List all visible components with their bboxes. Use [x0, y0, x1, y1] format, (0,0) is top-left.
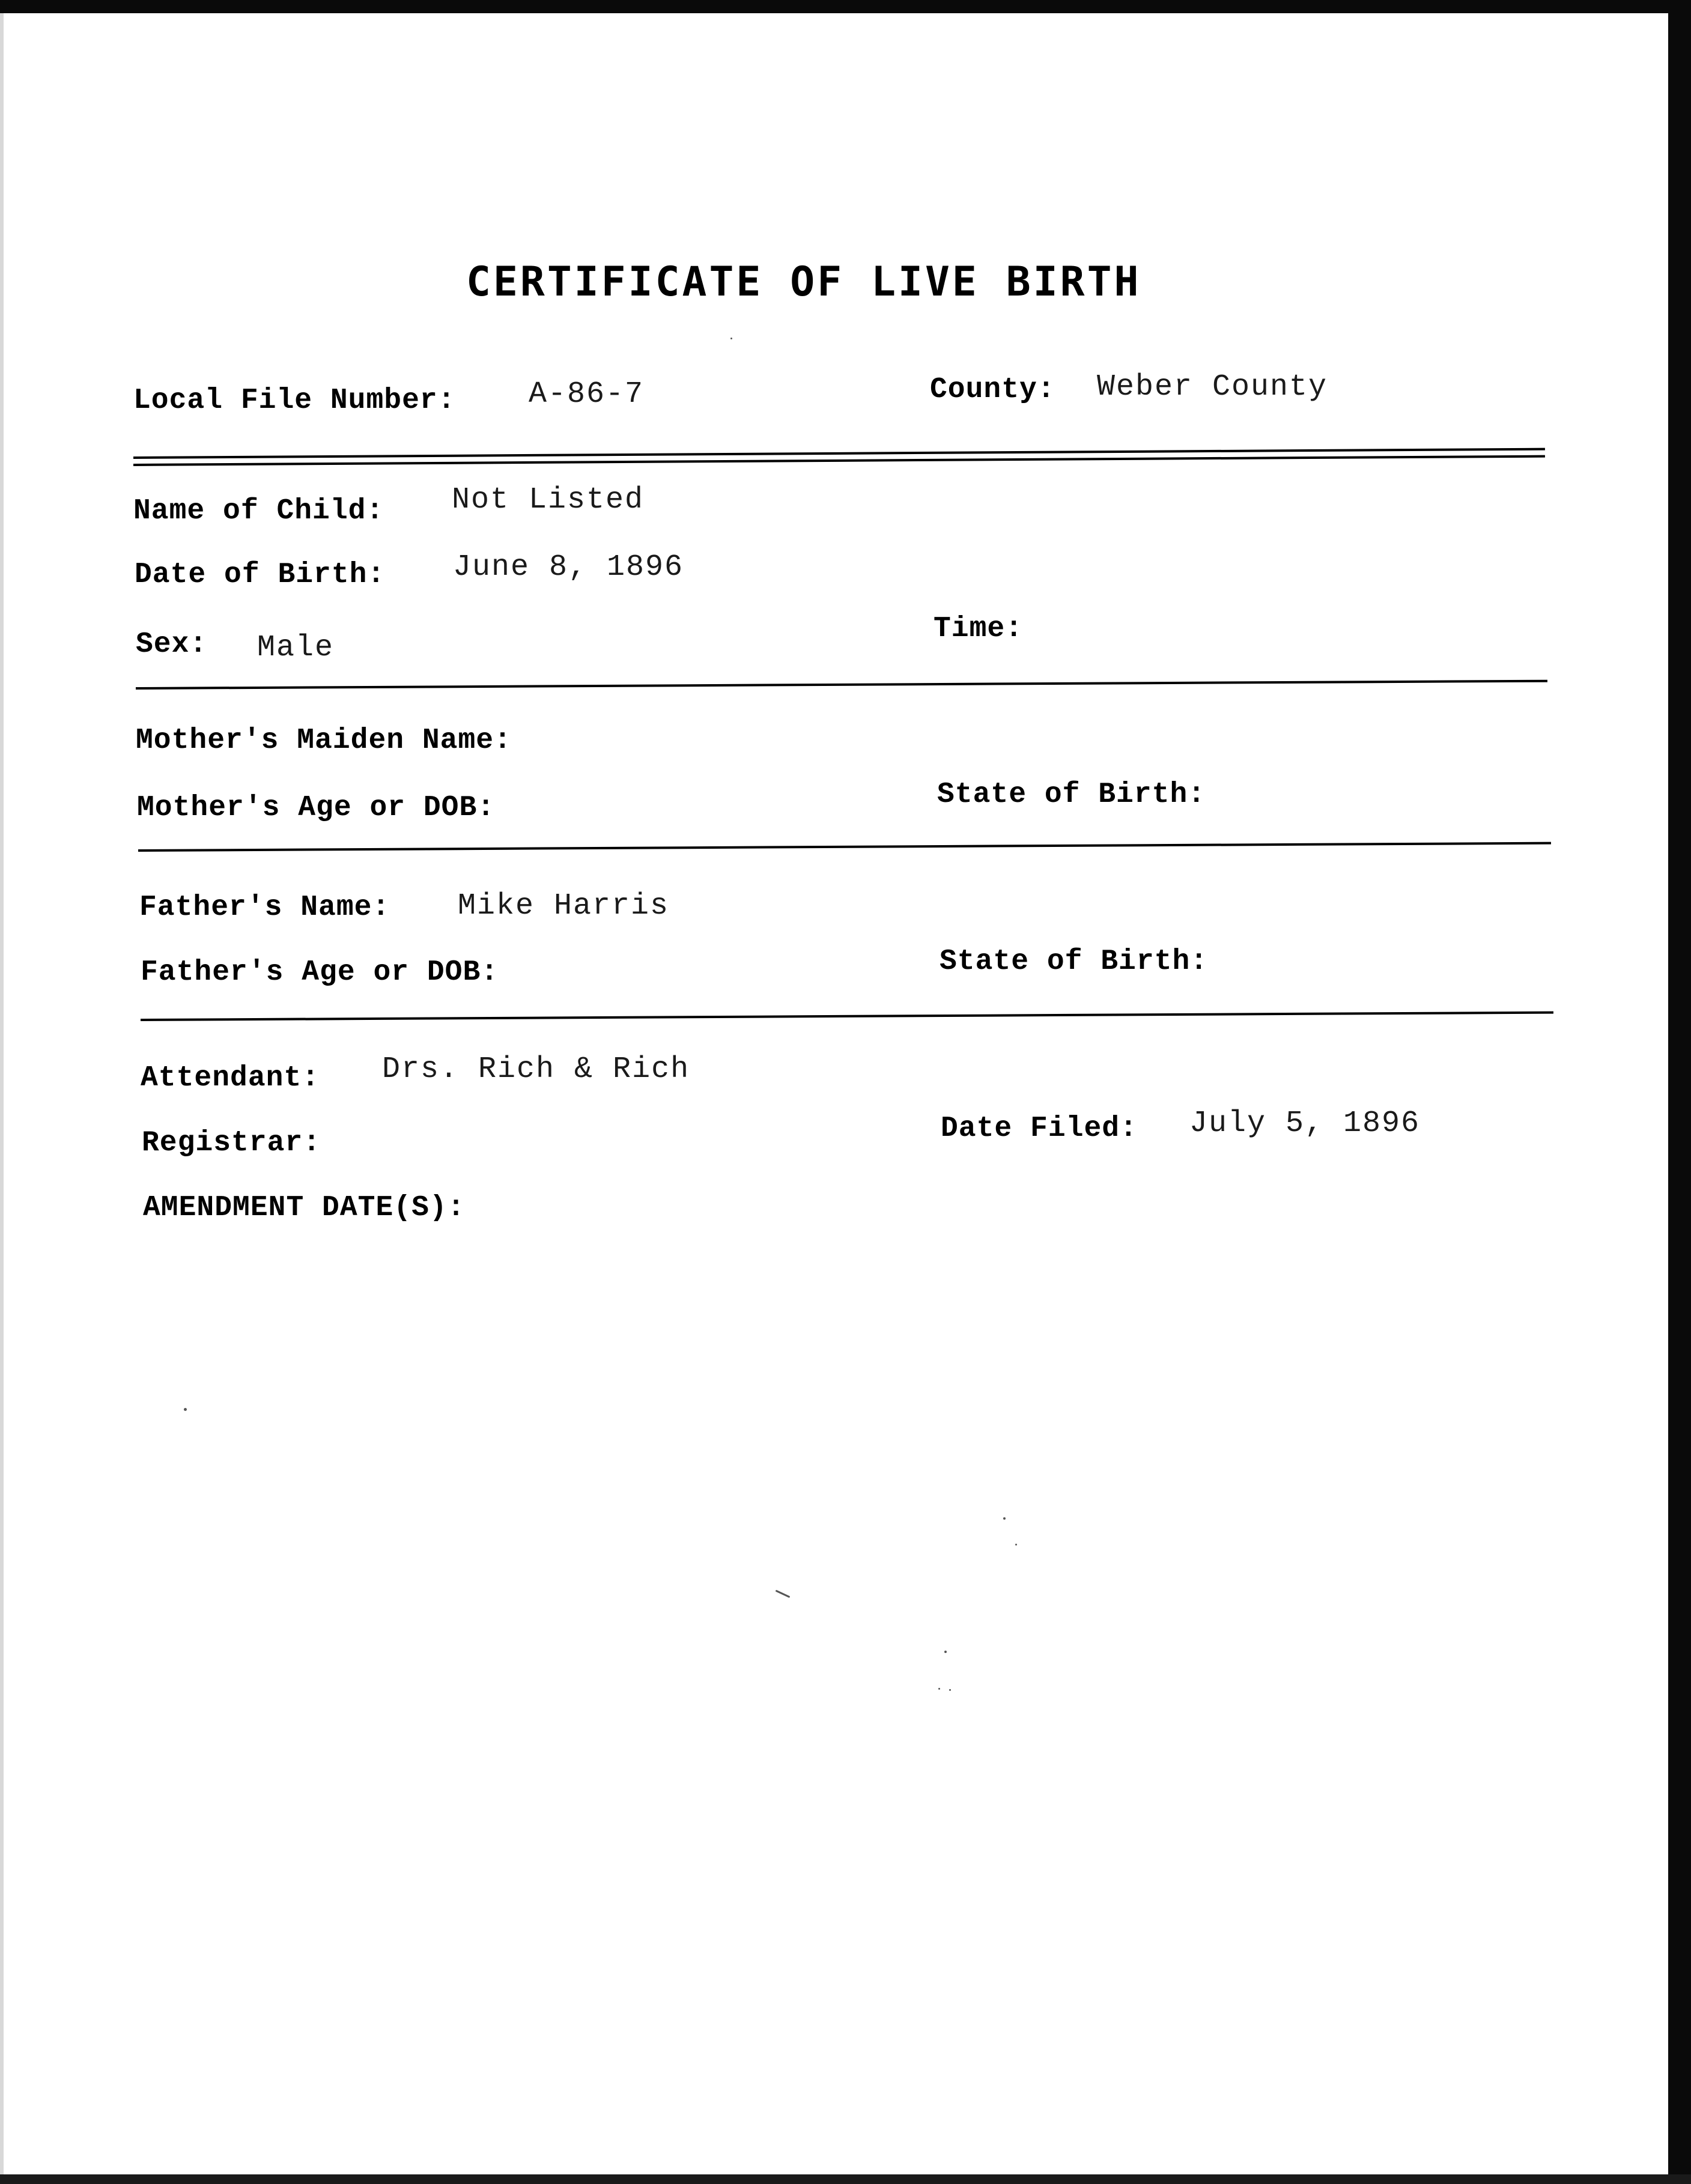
mother-maiden-name-label: Mother's Maiden Name:	[136, 724, 512, 757]
scan-speck	[944, 1651, 947, 1653]
mother-state-of-birth-label: State of Birth:	[937, 778, 1206, 811]
date-filed-label: Date Filed:	[941, 1112, 1138, 1145]
attendant-value: Drs. Rich & Rich	[382, 1052, 690, 1087]
mother-age-label: Mother's Age or DOB:	[137, 792, 496, 824]
father-age-label: Father's Age or DOB:	[141, 956, 499, 989]
scan-speck	[730, 338, 732, 339]
scan-speck	[949, 1689, 951, 1691]
child-dob-label: Date of Birth:	[135, 559, 386, 591]
attendant-label: Attendant:	[141, 1062, 320, 1094]
certificate-title: CERTIFICATE OF LIVE BIRTH	[466, 258, 1141, 306]
county-value: Weber County	[1097, 370, 1328, 404]
child-dob-value: June 8, 1896	[453, 550, 684, 584]
child-name-label: Name of Child:	[133, 495, 384, 527]
child-sex-value: Male	[257, 631, 335, 665]
amendment-dates-label: AMENDMENT DATE(S):	[143, 1192, 466, 1224]
child-name-value: Not Listed	[452, 483, 645, 517]
date-filed-value: July 5, 1896	[1189, 1106, 1421, 1141]
child-sex-label: Sex:	[136, 628, 208, 661]
scan-speck	[1003, 1517, 1006, 1520]
county-label: County:	[930, 374, 1055, 406]
scan-speck	[184, 1408, 187, 1411]
child-section-rule	[136, 680, 1547, 690]
child-time-label: Time:	[934, 613, 1024, 645]
local-file-number-label: Local File Number:	[133, 384, 456, 417]
scan-speck	[938, 1688, 940, 1690]
father-section-rule	[141, 1012, 1553, 1021]
registrar-label: Registrar:	[142, 1127, 321, 1159]
scan-speck	[1015, 1544, 1017, 1545]
father-name-label: Father's Name:	[139, 891, 390, 924]
mother-section-rule	[138, 842, 1551, 852]
scan-speck	[776, 1590, 791, 1598]
father-name-value: Mike Harris	[458, 889, 670, 923]
local-file-number-value: A-86-7	[529, 377, 645, 411]
father-state-of-birth-label: State of Birth:	[940, 945, 1209, 978]
